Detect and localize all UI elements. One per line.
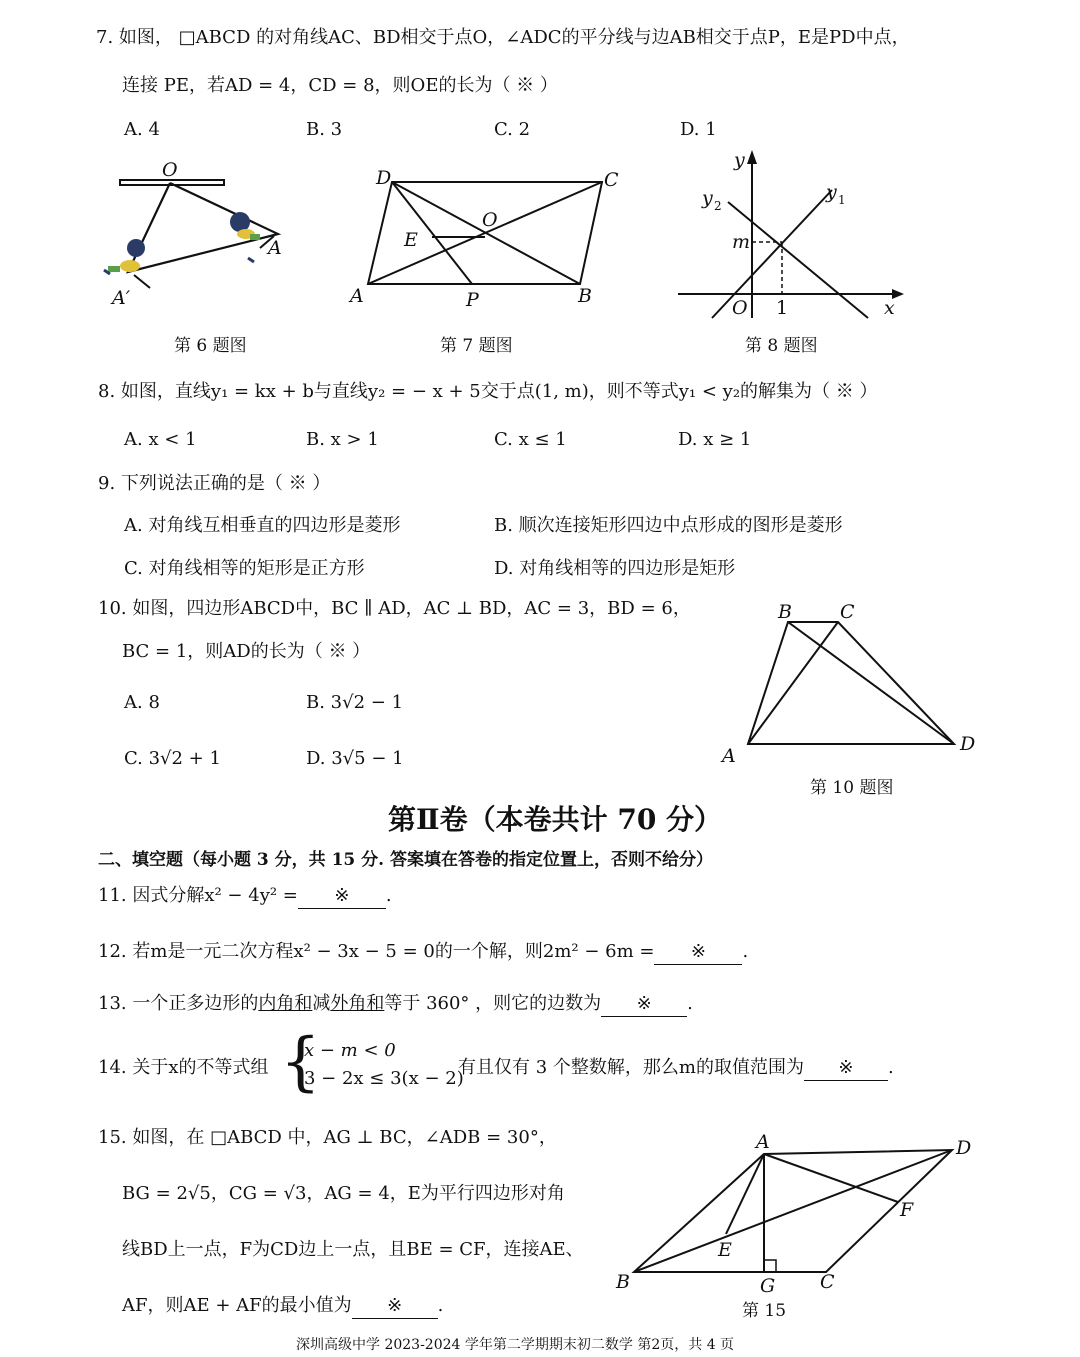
q10-option-d: D. 3√5 − 1 bbox=[306, 748, 404, 769]
figure-6 bbox=[100, 150, 300, 310]
q13-mid: 减 bbox=[312, 993, 331, 1014]
q14-equation-1: x − m < 0 bbox=[304, 1040, 396, 1061]
fig8-label-y1: y bbox=[826, 181, 837, 203]
fig7-label-o: O bbox=[482, 209, 498, 231]
fig10-trapezoid bbox=[748, 622, 954, 744]
q10-line1: 10. 如图，四边形ABCD中，BC ∥ AD，AC ⊥ BD，AC = 3，BD = 6， bbox=[98, 598, 691, 619]
q10-option-a: A. 8 bbox=[124, 692, 160, 713]
fig15-label-f: F bbox=[900, 1199, 914, 1221]
figure-10 bbox=[716, 596, 986, 766]
q8-option-a: A. x < 1 bbox=[124, 429, 197, 450]
fig8-label-o: O bbox=[732, 297, 748, 319]
fig7-label-b: B bbox=[578, 285, 592, 307]
fig6-child-right bbox=[230, 212, 260, 262]
q10-option-b: B. 3√2 − 1 bbox=[306, 692, 404, 713]
fig7-label-c: C bbox=[604, 169, 619, 191]
q7-option-c: C. 2 bbox=[494, 119, 531, 140]
fig8-line-y2 bbox=[728, 202, 868, 318]
part2-section-heading: 二、填空题（每小题 3 分，共 15 分. 答案填在答卷的指定位置上，否则不给分） bbox=[98, 850, 713, 870]
q13-underlined-interior: 内角和 bbox=[258, 993, 313, 1014]
part2-title: 第Ⅱ卷（本卷共计 70 分） bbox=[388, 803, 723, 836]
q8-option-b: B. x > 1 bbox=[306, 429, 379, 450]
fig8-label-y1-sub: 1 bbox=[838, 193, 846, 207]
fig15-label-d: D bbox=[956, 1137, 972, 1159]
fig8-y-arrow bbox=[747, 150, 757, 164]
fig15-label-e: E bbox=[718, 1239, 732, 1261]
q13-answer-blank: ※ bbox=[601, 992, 687, 1017]
fig8-caption: 第 8 题图 bbox=[745, 336, 818, 356]
fig7-label-p: P bbox=[466, 289, 479, 311]
q15-line4-wrap bbox=[122, 1294, 443, 1319]
fig10-label-c: C bbox=[840, 601, 855, 623]
fig7-caption: 第 7 题图 bbox=[440, 336, 513, 356]
q13-end: . bbox=[687, 993, 693, 1014]
fig6-child-left bbox=[104, 239, 145, 274]
q11-text: 11. 因式分解x² − 4y² = bbox=[98, 885, 298, 906]
q15-line4: AF，则AE + AF的最小值为 bbox=[122, 1295, 352, 1316]
q12 bbox=[98, 940, 748, 965]
fig6-label-a: A bbox=[268, 237, 282, 259]
q7-option-a: A. 4 bbox=[124, 119, 160, 140]
fig7-label-a: A bbox=[350, 285, 364, 307]
fig10-label-a: A bbox=[722, 745, 736, 767]
q14-end: . bbox=[887, 1057, 894, 1078]
q13-pre: 13. 一个正多边形的 bbox=[98, 993, 259, 1014]
q14-post-line bbox=[458, 1056, 894, 1081]
fig6-tick-left bbox=[134, 275, 150, 288]
fig15-caption: 第 15 bbox=[742, 1301, 787, 1321]
page-footer: 深圳高级中学 2023-2024 学年第二学期期末初二数学 第2页，共 4 页 bbox=[296, 1337, 735, 1353]
fig15-label-b: B bbox=[616, 1271, 630, 1293]
fig8-label-x: x bbox=[884, 297, 895, 319]
fig6-label-a-prime: A′ bbox=[112, 287, 131, 309]
fig8-label-y: y bbox=[734, 149, 745, 171]
fig6-swing-rope bbox=[128, 183, 278, 272]
q7-line1: 7. 如图， □ABCD 的对角线AC、BD相交于点O，∠ADC的平分线与边AB相交于点P，E是PD中点， bbox=[96, 27, 910, 48]
fig15-label-c: C bbox=[820, 1271, 835, 1293]
fig15-segment-ae bbox=[726, 1154, 764, 1234]
q14-brace: { bbox=[280, 1025, 321, 1099]
q14-post: 有且仅有 3 个整数解，那么m的取值范围为 bbox=[458, 1057, 804, 1078]
q8-option-c: C. x ≤ 1 bbox=[494, 429, 567, 450]
fig8-label-y2: y bbox=[702, 187, 713, 209]
q8-line: 8. 如图，直线y₁ = kx + b与直线y₂ = − x + 5交于点(1, m)，则不等式y₁ < y₂的解集为（ ※ ） bbox=[98, 381, 878, 402]
fig10-caption: 第 10 题图 bbox=[810, 778, 894, 798]
q11-end: . bbox=[385, 885, 392, 906]
fig10-label-d: D bbox=[960, 733, 976, 755]
q15-line1: 15. 如图，在 □ABCD 中，AG ⊥ BC，∠ADB = 30°， bbox=[98, 1127, 557, 1148]
q8-option-d: D. x ≥ 1 bbox=[678, 429, 752, 450]
q7-line2: 连接 PE，若AD = 4，CD = 8，则OE的长为（ ※ ） bbox=[122, 75, 558, 96]
q9-option-d: D. 对角线相等的四边形是矩形 bbox=[494, 558, 736, 579]
q14-pre: 14. 关于x的不等式组 bbox=[98, 1057, 269, 1078]
q13-underlined-exterior: 外角和 bbox=[330, 993, 385, 1014]
figure-8 bbox=[670, 148, 910, 328]
fig8-label-y2-sub: 2 bbox=[714, 199, 722, 213]
fig10-diagonal-ac bbox=[748, 622, 838, 744]
q15-answer-blank: ※ bbox=[352, 1294, 438, 1319]
fig7-label-d: D bbox=[376, 167, 392, 189]
q12-answer-blank: ※ bbox=[654, 940, 742, 965]
fig15-label-g: G bbox=[760, 1275, 776, 1297]
q13 bbox=[98, 992, 693, 1017]
q7-option-b: B. 3 bbox=[306, 119, 343, 140]
fig15-right-angle-mark bbox=[764, 1260, 776, 1272]
q10-option-c: C. 3√2 + 1 bbox=[124, 748, 221, 769]
q15-end: . bbox=[437, 1295, 444, 1316]
q13-post: 等于 360° ，则它的边数为 bbox=[384, 993, 602, 1014]
q7-option-d: D. 1 bbox=[680, 119, 717, 140]
q9-option-c: C. 对角线相等的矩形是正方形 bbox=[124, 558, 365, 579]
q9-option-b: B. 顺次连接矩形四边中点形成的图形是菱形 bbox=[494, 515, 843, 536]
q9-option-a: A. 对角线互相垂直的四边形是菱形 bbox=[124, 515, 401, 536]
q14-equation-2: 3 − 2x ≤ 3(x − 2) bbox=[304, 1068, 464, 1089]
q11-answer-blank: ※ bbox=[298, 884, 386, 909]
q12-text: 12. 若m是一元二次方程x² − 3x − 5 = 0的一个解，则2m² − 6m = bbox=[98, 941, 655, 962]
q10-line2: BC = 1，则AD的长为（ ※ ） bbox=[122, 641, 371, 662]
fig7-label-e: E bbox=[404, 229, 418, 251]
fig8-label-m: m bbox=[732, 231, 751, 253]
q14-answer-blank: ※ bbox=[804, 1056, 888, 1081]
fig7-diagonal-bd bbox=[392, 182, 580, 284]
fig15-label-a: A bbox=[756, 1131, 770, 1153]
q15-line3: 线BD上一点，F为CD边上一点，且BE = CF，连接AE、 bbox=[122, 1239, 584, 1260]
fig6-caption: 第 6 题图 bbox=[174, 336, 247, 356]
q12-end: . bbox=[742, 941, 749, 962]
figure-15 bbox=[608, 1124, 988, 1304]
fig10-diagonal-bd bbox=[788, 622, 954, 744]
fig10-label-b: B bbox=[778, 601, 792, 623]
q9-stem: 9. 下列说法正确的是（ ※ ） bbox=[98, 473, 331, 494]
q11 bbox=[98, 884, 392, 909]
fig6-label-o: O bbox=[162, 159, 178, 181]
fig8-label-one: 1 bbox=[776, 297, 789, 319]
q15-line2: BG = 2√5，CG = √3，AG = 4，E为平行四边形对角 bbox=[122, 1183, 565, 1204]
figure-7 bbox=[340, 160, 640, 320]
fig8-line-y1 bbox=[712, 190, 832, 318]
